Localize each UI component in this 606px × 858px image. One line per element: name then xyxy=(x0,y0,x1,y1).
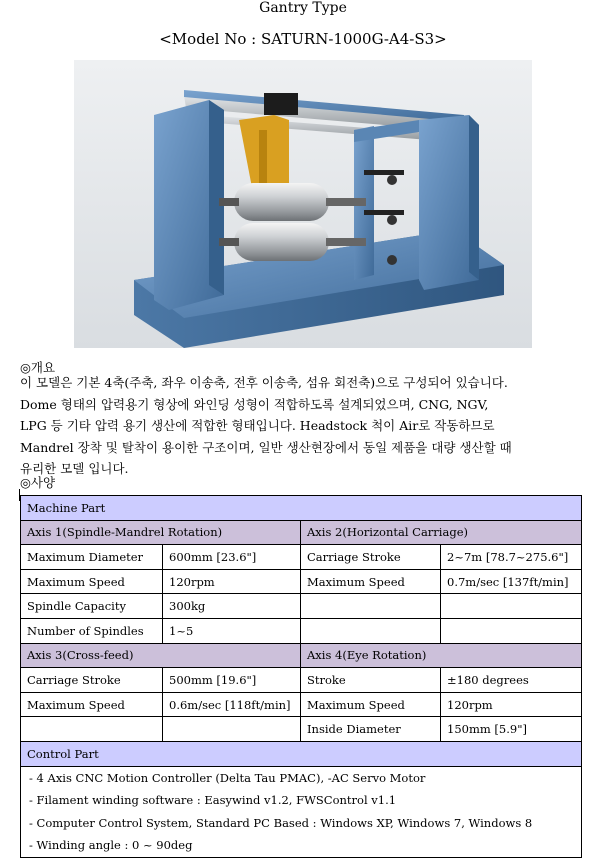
table-row xyxy=(21,692,582,717)
axis3-header: Axis 3(Cross-feed) xyxy=(21,643,301,668)
gantry-machine-image xyxy=(74,60,532,348)
axis1-header: Axis 1(Spindle-Mandrel Rotation) xyxy=(21,520,301,545)
axis2-header: Axis 2(Horizontal Carriage) xyxy=(301,520,582,545)
overview-line: Mandrel 장착 및 탈착이 용이한 구조이며, 일반 생산현장에서 동일 제품을 대량 생산할 때 xyxy=(20,439,512,455)
spec-value: 600mm [23.6"] xyxy=(163,545,301,570)
table-row xyxy=(21,834,582,857)
overview-paragraph xyxy=(20,372,586,480)
control-part-header: Control Part xyxy=(21,741,582,766)
table-row xyxy=(21,569,582,594)
page-title: Gantry Type xyxy=(259,0,347,16)
spec-value xyxy=(441,618,582,643)
control-item: - Computer Control System, Standard PC Based : Windows XP, Windows 7, Windows 8 xyxy=(21,812,582,835)
axis4-header: Axis 4(Eye Rotation) xyxy=(301,643,582,668)
table-row xyxy=(21,520,582,545)
overview-line: 유리한 모델 입니다. xyxy=(20,461,129,476)
spec-label: Maximum Speed xyxy=(21,569,163,594)
spec-label: Maximum Speed xyxy=(301,692,441,717)
table-row xyxy=(21,618,582,643)
spec-label: Carriage Stroke xyxy=(301,545,441,570)
spec-value: 150mm [5.9"] xyxy=(441,717,582,742)
overview-line: Dome 형태의 압력용기 형상에 와인딩 성형이 적합하도록 설계되었으며, CNG, NGV, xyxy=(20,396,489,412)
spec-value: 500mm [19.6"] xyxy=(163,668,301,693)
spec-value: 120rpm xyxy=(441,692,582,717)
table-row xyxy=(21,741,582,766)
spec-value: 2~7m [78.7~275.6"] xyxy=(441,545,582,570)
spec-value: 0.6m/sec [118ft/min] xyxy=(163,692,301,717)
spec-label xyxy=(21,717,163,742)
spec-table xyxy=(20,495,582,858)
table-row xyxy=(21,643,582,668)
spec-label: Maximum Speed xyxy=(21,692,163,717)
spec-value: 300kg xyxy=(163,594,301,619)
spec-label: Number of Spindles xyxy=(21,618,163,643)
spec-heading: ◎사양 xyxy=(20,475,56,490)
table-row xyxy=(21,766,582,789)
spec-label xyxy=(301,618,441,643)
table-row xyxy=(21,668,582,693)
control-item: - Filament winding software : Easywind v1.2, FWSControl v1.1 xyxy=(21,789,582,812)
spec-label: Maximum Speed xyxy=(301,569,441,594)
overview-heading: ◎개요 xyxy=(20,360,56,375)
spec-label: Inside Diameter xyxy=(301,717,441,742)
spec-value: 0.7m/sec [137ft/min] xyxy=(441,569,582,594)
table-row xyxy=(21,545,582,570)
machine-part-header: Machine Part xyxy=(21,496,582,521)
table-row xyxy=(21,717,582,742)
spec-label: Maximum Diameter xyxy=(21,545,163,570)
table-row xyxy=(21,496,582,521)
spec-label: Stroke xyxy=(301,668,441,693)
table-row xyxy=(21,594,582,619)
spec-value xyxy=(441,594,582,619)
overview-line: LPG 등 기타 압력 용기 생산에 적합한 형태입니다. Headstock 척이 Air로 작동하므로 xyxy=(20,418,495,433)
model-number: <Model No : SATURN-1000G-A4-S3> xyxy=(159,30,447,48)
spec-value: 1~5 xyxy=(163,618,301,643)
overview-line: 이 모델은 기본 4축(주축, 좌우 이송축, 전후 이송축, 섬유 회전축)으로 구성되어 있습니다. xyxy=(20,375,508,390)
spec-label: Spindle Capacity xyxy=(21,594,163,619)
control-item: - 4 Axis CNC Motion Controller (Delta Tau PMAC), -AC Servo Motor xyxy=(21,766,582,789)
table-row xyxy=(21,789,582,812)
spec-value: 120rpm xyxy=(163,569,301,594)
control-item: - Winding angle : 0 ~ 90deg xyxy=(21,834,582,857)
spec-value: ±180 degrees xyxy=(441,668,582,693)
spec-label: Carriage Stroke xyxy=(21,668,163,693)
spec-value xyxy=(163,717,301,742)
table-row xyxy=(21,812,582,835)
spec-label xyxy=(301,594,441,619)
